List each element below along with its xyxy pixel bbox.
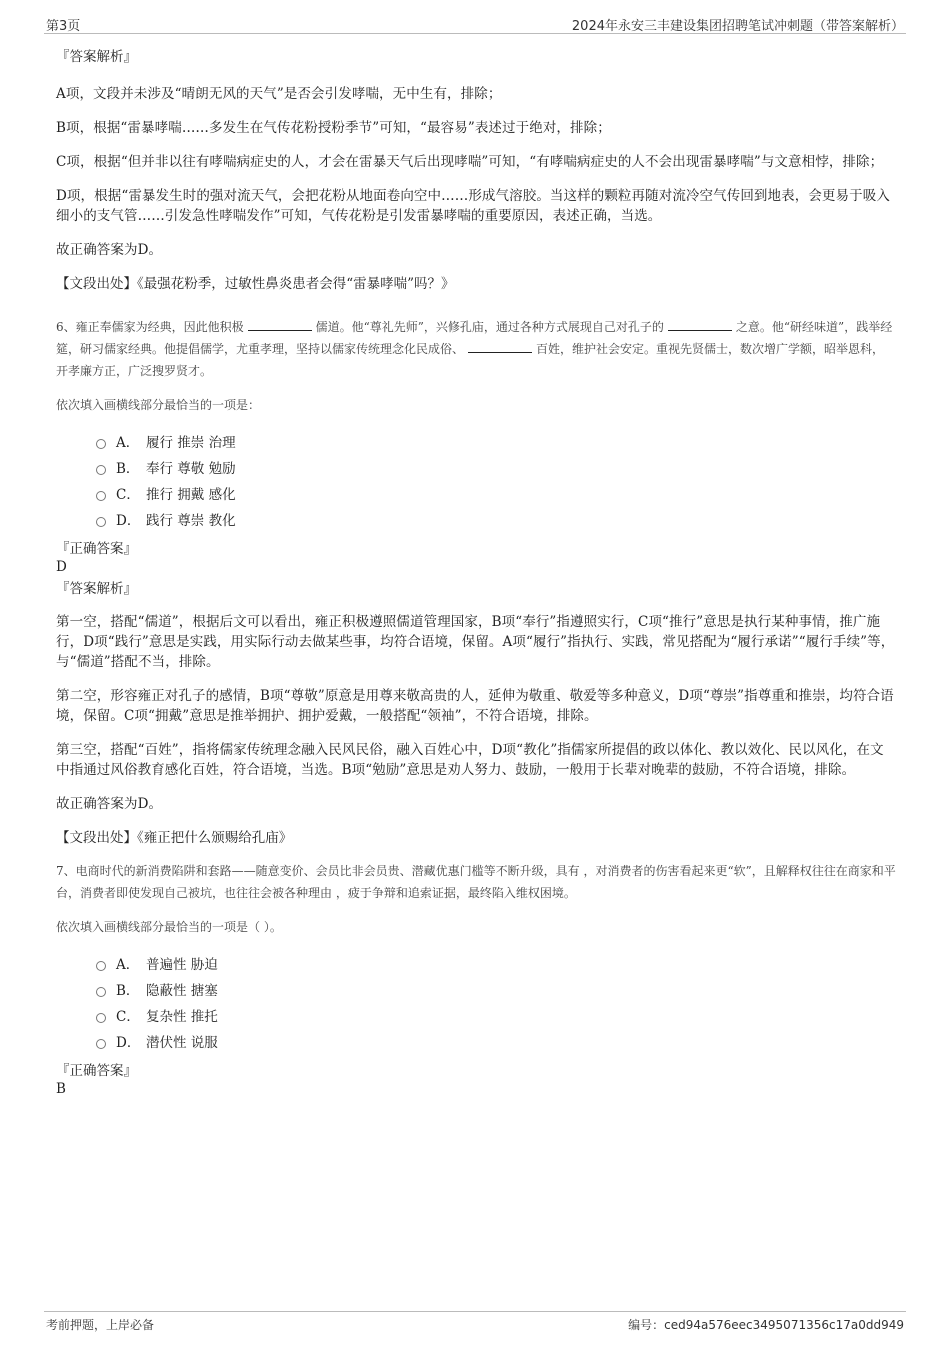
blank-3 [468, 341, 532, 353]
document-id: 编号：ced94a576eec3495071356c17a0dd949 [628, 1318, 904, 1332]
q7-prompt: 依次填入画横线部分最恰当的一项是（ ）。 [56, 920, 282, 934]
q5-analysis-label: 『答案解析』 [56, 49, 137, 65]
q6-source: 【文段出处】《雍正把什么颁赐给孔庙》 [56, 830, 293, 846]
radio-icon[interactable] [96, 439, 106, 449]
page-number: 第3页 [46, 19, 81, 34]
q6-options [56, 428, 896, 532]
radio-icon[interactable] [96, 1039, 106, 1049]
radio-icon[interactable] [96, 465, 106, 475]
q7-answer: B [56, 1081, 66, 1097]
q7-options [56, 950, 896, 1054]
blank-1 [248, 319, 312, 331]
document-content [56, 44, 896, 1098]
q5-analysis-a: A项，文段并未涉及“晴朗无风的天气”是否会引发哮喘，无中生有，排除； [56, 86, 502, 102]
q6-option-a[interactable]: A． 履行 推崇 治理 [96, 428, 896, 454]
q7-option-c[interactable]: C． 复杂性 推托 [96, 1002, 896, 1028]
radio-icon[interactable] [96, 1013, 106, 1023]
radio-icon[interactable] [96, 517, 106, 527]
page-header [44, 12, 906, 34]
q5-analysis-b: B项，根据“雷暴哮喘……多发生在气传花粉授粉季节”可知，“最容易”表述过于绝对，排除； [56, 120, 611, 136]
q6-answer: D [56, 559, 67, 575]
q6-option-d[interactable]: D． 践行 尊崇 教化 [96, 506, 896, 532]
radio-icon[interactable] [96, 491, 106, 501]
q5-analysis-d: D项，根据“雷暴发生时的强对流天气，会把花粉从地面卷向空中……形成气溶胶。当这样的颗粒再随对流冷空气传回到地表，会更易于吸入细小的支气管……引发急性哮喘发作”可知，气传花粉是引发雷暴哮喘的重要原因，表述正确，当选。 [56, 188, 890, 224]
q5-source: 【文段出处】《最强花粉季，过敏性鼻炎患者会得“雷暴哮喘”吗？》 [56, 276, 455, 292]
radio-icon[interactable] [96, 987, 106, 997]
q6-analysis-p2: 第二空，形容雍正对孔子的感情，B项“尊敬”原意是用尊来敬高贵的人，延伸为敬重、敬爱等多种意义，D项“尊崇”指尊重和推崇，均符合语境，保留。C项“拥戴”意思是推举拥护、拥护爱戴，一般搭配“领袖”，不符合语境，排除。 [56, 688, 894, 724]
q5-analysis-c: C项，根据“但并非以往有哮喘病症史的人，才会在雷暴天气后出现哮喘”可知，“有哮喘病症史的人不会出现雷暴哮喘”与文意相悖，排除； [56, 154, 884, 170]
q7-option-a[interactable]: A． 普遍性 胁迫 [96, 950, 896, 976]
q6-option-b[interactable]: B． 奉行 尊敬 勉励 [96, 454, 896, 480]
q6-analysis-p1: 第一空，搭配“儒道”，根据后文可以看出，雍正积极遵照儒道管理国家，B项“奉行”指遵照实行，C项“推行”意思是执行某种事情，推广施行，D项“践行”意思是实践，用实际行动去做某些事，均符合语境，保留。A项“履行”指执行、实践，常见搭配为“履行承诺”“履行手续”等，与“儒道”搭配不当，排除。 [56, 614, 895, 670]
q6-conclusion: 故正确答案为D。 [56, 796, 163, 812]
document-title: 2024年永安三丰建设集团招聘笔试冲刺题（带答案解析） [571, 19, 904, 34]
q6-answer-label: 『正确答案』 [56, 541, 137, 557]
page-footer [44, 1311, 906, 1335]
q7-option-b[interactable]: B． 隐蔽性 搪塞 [96, 976, 896, 1002]
radio-icon[interactable] [96, 961, 106, 971]
q6-option-c[interactable]: C． 推行 拥戴 感化 [96, 480, 896, 506]
footer-slogan: 考前押题，上岸必备 [46, 1318, 155, 1332]
q7-option-d[interactable]: D． 潜伏性 说服 [96, 1028, 896, 1054]
blank-2 [668, 319, 732, 331]
q7-answer-label: 『正确答案』 [56, 1063, 137, 1079]
q6-stem: 6、雍正奉儒家为经典，因此他积极 儒道。他“尊礼先师”，兴修孔庙，通过各种方式展现自己对孔子的 之意。他“研经味道”，践举经筵，研习儒家经典。他提倡儒学，尤重孝理，坚持以儒家传统理念化民成俗、 百姓，维护社会安定。重视先贤儒士，数次增广学额，昭举恩科，开孝廉方正，广泛搜罗贤才。 [56, 320, 893, 378]
q6-analysis-p3: 第三空，搭配“百姓”，指将儒家传统理念融入民风民俗，融入百姓心中，D项“教化”指儒家所提倡的政以体化、教以效化、民以风化，在文中指通过风俗教育感化百姓，符合语境，当选。B项“勉励”意思是劝人努力、鼓励，一般用于长辈对晚辈的鼓励，不符合语境，排除。 [56, 742, 884, 778]
q7-stem: 7、电商时代的新消费陷阱和套路——随意变价、会员比非会员贵、潜藏优惠门槛等不断升级，具有 ，对消费者的伤害看起来更“软”，且解释权往往在商家和平台，消费者即使发现自己被坑，也往往会被各种理由 ，疲于争辩和追索证据，最终陷入维权困境。 [56, 864, 896, 900]
q5-conclusion: 故正确答案为D。 [56, 242, 163, 258]
q6-prompt: 依次填入画横线部分最恰当的一项是： [56, 398, 261, 412]
q6-analysis-label: 『答案解析』 [56, 581, 137, 597]
